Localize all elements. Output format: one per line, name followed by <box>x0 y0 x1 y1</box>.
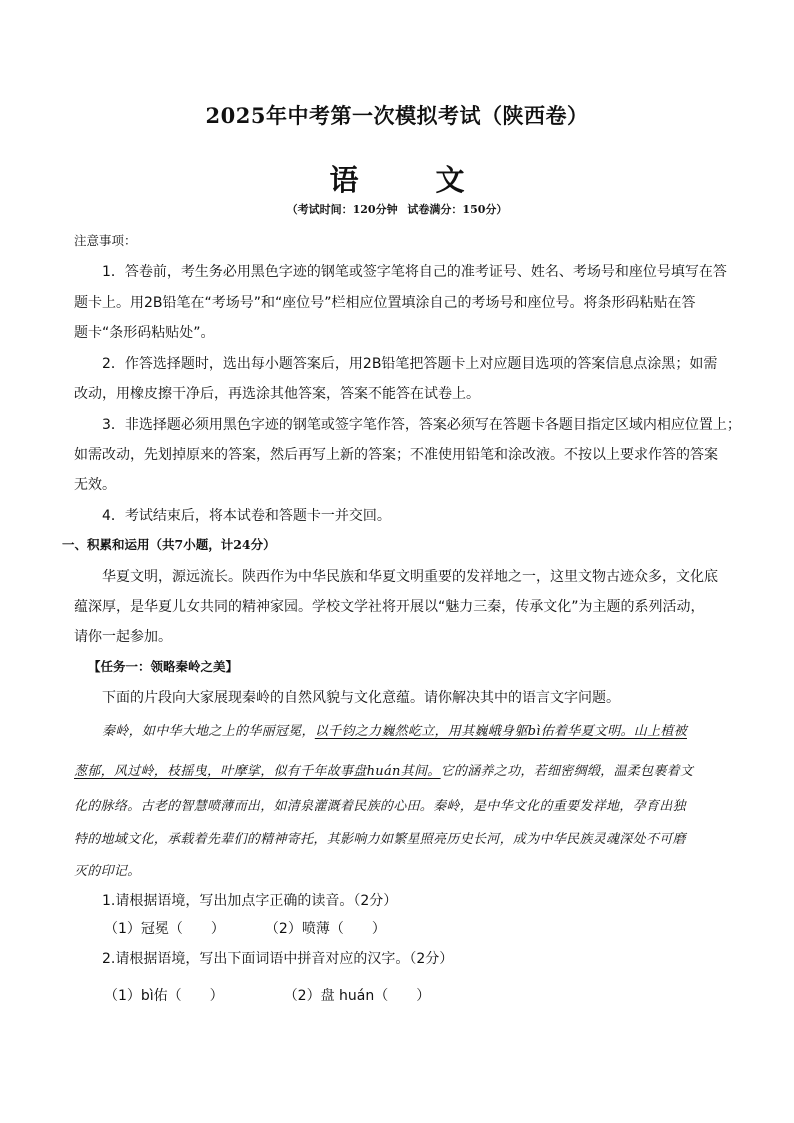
exam-score: 试卷满分：150分） <box>407 203 508 216</box>
question-1-options <box>104 918 756 938</box>
question-2-b: （2）盘 huán（ ） <box>283 988 431 1004</box>
notice-2-line-2: 改动，用橡皮擦干净后，再选涂其他答案，答案不能答在试卷上。 <box>74 386 480 402</box>
notice-4-line-1: 4．考试结束后，将本试卷和答题卡一并交回。 <box>102 508 391 524</box>
passage-line-2-a: 葱郁，风过岭，枝摇曳，叶摩挲，似有千年故事盘huán其间。 <box>74 764 441 779</box>
exam-info <box>0 201 794 217</box>
notice-3-line-2: 如需改动，先划掉原来的答案，然后再写上新的答案；不准使用铅笔和涂改液。不按以上要求作答的答案 <box>74 447 718 463</box>
passage-line-1-a: 秦岭，如中华大地之上的华丽冠冕， <box>102 724 315 739</box>
exam-time: （考试时间：120分钟 <box>286 203 398 216</box>
exam-title: 2025年中考第一次模拟考试（陕西卷） <box>205 103 589 128</box>
section-1-heading: 一、积累和运用（共7小题，计24分） <box>62 537 276 552</box>
question-1-b: （2）喷薄（ ） <box>264 921 386 937</box>
notice-3-line-3: 无效。 <box>74 477 116 493</box>
question-1-a: （1）冠冕（ ） <box>104 921 225 937</box>
notice-3-line-1: 3．非选择题必须用黑色字迹的钢笔或签字笔作答，答案必须写在答题卡各题目指定区域内相应位置上； <box>102 417 741 433</box>
passage-line-5: 灭的印记。 <box>74 864 141 879</box>
intro-line-3: 请你一起参加。 <box>74 629 172 645</box>
passage-line-2 <box>74 760 726 779</box>
passage-line-4: 特的地域文化，承载着先辈们的精神寄托，其影响力如繁星照亮历史长河，成为中华民族灵魂深处不可磨 <box>74 832 686 847</box>
question-2-stem: 2.请根据语境，写出下面词语中拼音对应的汉字。（2分） <box>102 951 454 967</box>
intro-line-1: 华夏文明，源远流长。陕西作为中华民族和华夏文明重要的发祥地之一，这里文物古迹众多，文化底 <box>102 569 718 585</box>
notice-1-line-1: 1．答卷前，考生务必用黑色字迹的钢笔或签字笔将自己的准考证号、姓名、考场号和座位号填写在答 <box>102 264 727 280</box>
passage-line-2-b: 它的涵养之功，若细密绸缎，温柔包裹着文 <box>440 764 694 779</box>
question-1-stem: 1.请根据语境，写出加点字正确的读音。（2分） <box>102 893 398 909</box>
task-1-desc: 下面的片段向大家展现秦岭的自然风貌与文化意蕴。请你解决其中的语言文字问题。 <box>102 690 620 706</box>
notice-2-line-1: 2．作答选择题时，选出每小题答案后，用2B铅笔把答题卡上对应题目选项的答案信息点涂黑；如需 <box>102 356 718 372</box>
notice-heading: 注意事项： <box>74 233 137 248</box>
task-1-heading: 【任务一：领略秦岭之美】 <box>88 659 239 674</box>
subject-title: 语 文 <box>329 163 489 197</box>
passage-line-3: 化的脉络。古老的智慧喷薄而出，如清泉灌溉着民族的心田。秦岭，是中华文化的重要发祥地，孕育出独 <box>74 799 686 814</box>
question-2-options <box>104 985 756 1005</box>
notice-1-line-3: 题卡“条形码粘贴处”。 <box>74 325 215 341</box>
question-2-a: （1）bì佑（ ） <box>104 988 224 1004</box>
passage-line-1-b: 以千钧之力巍然屹立，用其巍峨身躯bì佑着华夏文明。山上植被 <box>314 724 687 739</box>
intro-line-2: 蕴深厚，是华夏儿女共同的精神家园。学校文学社将开展以“魅力三秦，传承文化”为主题的系列活动， <box>74 599 705 615</box>
notice-1-line-2: 题卡上。用2B铅笔在“考场号”和“座位号”栏相应位置填涂自己的考场号和座位号。将条形码粘贴在答 <box>74 295 696 311</box>
passage-line-1 <box>74 720 754 739</box>
